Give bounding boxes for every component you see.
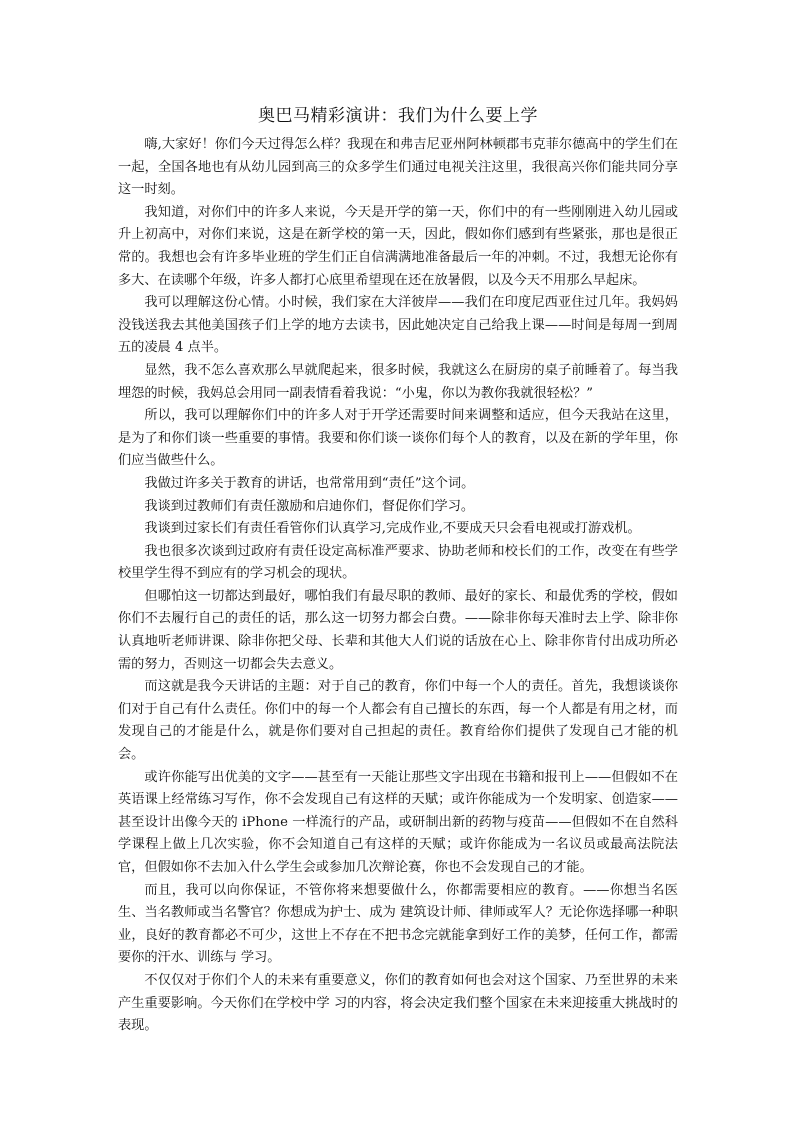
paragraph-11: 而这就是我今天讲话的主题：对于自己的教育，你们中每一个人的责任。首先，我想谈谈你们对于自己有什么责任。你们中的每一个人都会有自己擅长的东西，每一个人都是有用之材，而发现自己的才能是什么，就是你们要对自己担起的责任。教育给你们提供了发现自己才能的机会。 <box>118 679 678 763</box>
document-page <box>118 104 678 1038</box>
paragraph-12: 或许你能写出优美的文字——甚至有一天能让那些文字出现在书籍和报刊上——但假如不在英语课上经常练习写作，你不会发现自己有这样的天赋；或许你能成为一个发明家、创造家——甚至设计出像今天的 iPhone 一样流行的产品，或研制出新的药物与疫苗——但假如不在自然科学课程上做上几次实验，你不会知道自己有这样的天赋；或许你能成为一名议员或最高法院法官，但假如你不去加入什么学生会或参加几次辩论赛，你也不会发现自己的才能。 <box>118 769 678 875</box>
paragraph-3: 我可以理解这份心情。小时候，我们家在大洋彼岸——我们在印度尼西亚住过几年。我妈妈没钱送我去其他美国孩子们上学的地方去读书，因此她决定自己给我上课——时间是每周一到周五的凌晨 4 点半。 <box>118 295 678 356</box>
paragraph-5: 所以，我可以理解你们中的许多人对于开学还需要时间来调整和适应，但今天我站在这里，是为了和你们谈一些重要的事情。我要和你们谈一谈你们每个人的教育，以及在新的学年里，你们应当做些什么。 <box>118 408 678 469</box>
paragraph-7: 我谈到过教师们有责任激励和启迪你们，督促你们学习。 <box>144 498 475 514</box>
document-title: 奥巴马精彩演讲：我们为什么要上学 <box>258 106 538 126</box>
paragraph-10: 但哪怕这一切都达到最好，哪怕我们有最尽职的教师、最好的家长、和最优秀的学校，假如你们不去履行自己的责任的话，那么这一切努力都会白费。——除非你每天准时去上学、除非你认真地听老师讲课、除非你把父母、长辈和其他大人们说的话放在心上、除非你肯付出成功所必需的努力，否则这一切都会失去意义。 <box>118 588 678 672</box>
paragraph-4: 显然，我不怎么喜欢那么早就爬起来，很多时候，我就这么在厨房的桌子前睡着了。每当我埋怨的时候，我妈总会用同一副表情看着我说：“小鬼，你以为教你我就很轻松？” <box>118 362 678 401</box>
paragraph-2: 我知道，对你们中的许多人来说，今天是开学的第一天，你们中的有一些刚刚进入幼儿园或升上初高中，对你们来说，这是在新学校的第一天，因此，假如你们感到有些紧张，那也是很正常的。我想也会有许多毕业班的学生们正自信满满地准备最后一年的冲刺。不过，我想无论你有多大、在读哪个年级，许多人都打心底里希望现在还在放暑假，以及今天不用那么早起床。 <box>118 204 678 288</box>
paragraph-8: 我谈到过家长们有责任看管你们认真学习,完成作业,不要成天只会看电视或打游戏机。 <box>144 521 641 537</box>
paragraph-1: 嗨,大家好！你们今天过得怎么样？我现在和弗吉尼亚州阿林顿郡韦克菲尔德高中的学生们在一起，全国各地也有从幼儿园到高三的众多学生们通过电视关注这里，我很高兴你们能共同分享这一时刻。 <box>118 137 678 198</box>
paragraph-13: 而且，我可以向你保证，不管你将来想要做什么，你都需要相应的教育。——你想当名医生、当名教师或当名警官？你想成为护士、成为 建筑设计师、律师或军人？无论你选择哪一种职业，良好的教育都必不可少，这世上不存在不把书念完就能拿到好工作的美梦，任何工作，都需要你的汗水、训练与 学习。 <box>118 882 678 966</box>
paragraph-6: 我做过许多关于教育的讲话，也常常用到“责任”这个词。 <box>144 475 475 491</box>
paragraph-9: 我也很多次谈到过政府有责任设定高标准严要求、协助老师和校长们的工作，改变在有些学校里学生得不到应有的学习机会的现状。 <box>118 543 678 582</box>
paragraph-14: 不仅仅对于你们个人的未来有重要意义，你们的教育如何也会对这个国家、乃至世界的未来产生重要影响。今天你们在学校中学 习的内容，将会决定我们整个国家在未来迎接重大挑战时的表现。 <box>118 972 678 1034</box>
